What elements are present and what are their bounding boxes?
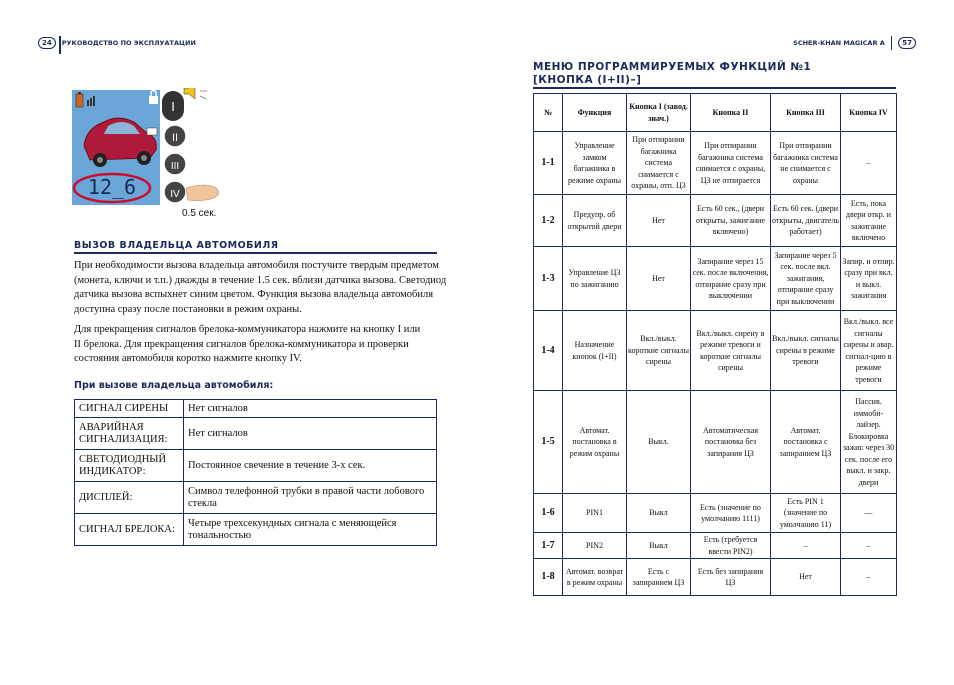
battery-icon (76, 92, 83, 107)
sound-icon (184, 88, 207, 99)
left-header-bar (59, 36, 61, 54)
left-header-title: РУКОВОДСТВО ПО ЭКСПЛУАТАЦИИ (61, 39, 196, 47)
right-header-title: SCHER-KHAN MAGICAR A (793, 39, 885, 47)
table-row: СИГНАЛ СИРЕНЫ Нет сигналов (75, 400, 437, 418)
svg-text:IV: IV (170, 189, 180, 200)
call-subheading: При вызове владельца автомобиля: (74, 380, 274, 391)
intro-paragraph: При необходимости вызова владельца автомобиля постучите твердым предметом (монета, ключи и т.п.) дважды в течение 1.5 сек. вблизи датчика вызова. Светодиод датчика вызова вспыхнет синим цветом. Функция вызова владельца автомобиля доступна сразу после постановки в режим охраны. (74, 260, 447, 315)
table-row: СВЕТОДИОДНЫЙ ИНДИКАТОР: Постоянное свечение в течение 3-х сек. (75, 450, 437, 482)
button-ii (164, 125, 186, 147)
right-header (793, 36, 916, 50)
table-row: АВАРИЙНАЯ СИГНАЛИЗАЦИЯ: Нет сигналов (75, 418, 437, 450)
programmable-functions-table (533, 93, 897, 596)
table-row: 1-1 Управление замком багажника в режиме охраны При отпирании багажника система снимается с охраны, отп. ЦЗ При отпирании багажника система снимается с охраны, ЦЗ не отпирается При отпирании багажника система не снимается с охраны – (534, 132, 897, 195)
table-row: 1-4 Назначение кнопок (I+II) Вкл./выкл. короткие сигналы сирены Вкл./выкл. сирену в режиме тревоги и короткие сигналы сирены Вкл./выкл. сигналы сирены в режиме тревоги Вкл./выкл. все сигналы сирены и авар. сигнал-цию в режиме тревоги (534, 311, 897, 391)
button-i (162, 91, 184, 121)
table-row: СИГНАЛ БРЕЛОКА: Четыре трехсекундных сигнала с меняющейся тональностью (75, 514, 437, 546)
table-row: 1-7 PIN2 Выкл Есть (требуется ввести PIN2) – – (534, 533, 897, 559)
display-value: 12_6 (87, 175, 137, 199)
svg-text:I: I (171, 99, 175, 114)
left-title-rule (74, 252, 437, 254)
svg-text:II: II (171, 132, 179, 144)
table-row: 1-2 Предупр. об открытой двери Нет Есть 60 сек., (двери открыты, зажигание включено) Есть 60 сек. (двери открыты, двигатель работает) Есть, пока двери откр. и зажигание включено (534, 195, 897, 247)
svg-text:III: III (170, 161, 180, 172)
remote-illustration (72, 88, 232, 218)
menu-title-rule (533, 87, 896, 89)
menu-title: МЕНЮ ПРОГРАММИРУЕМЫХ ФУНКЦИЙ №1 (533, 61, 812, 73)
call-signals-table (74, 399, 437, 546)
table-row: 1-3 Управление ЦЗ по зажиганию Нет Запирание через 15 сек. после включения, отпирание сразу при выключении Запирание через 5 сек. после вкл. зажигания, отпирание сразу при выключении Запир. и отпир. сразу при вкл. и выкл. зажигания (534, 247, 897, 311)
hold-duration-label: 0.5 сек. (182, 208, 217, 218)
left-header (38, 36, 196, 50)
left-section-title: ВЫЗОВ ВЛАДЕЛЬЦА АВТОМОБИЛЯ (74, 240, 279, 251)
right-page-number: 57 (898, 37, 916, 49)
stop-signals-paragraph: Для прекращения сигналов брелока-коммуникатора нажмите на кнопку I или II брелока. Для прекращения сигналов брелока-коммуникатора и проверки состояния автомобиля коротко нажмите кнопку IV. (74, 324, 421, 364)
table-row: 1-6 PIN1 Выкл Есть (значение по умолчанию 1111) Есть PIN 1 (значение по умолчанию 11) — (534, 494, 897, 533)
left-page-number: 24 (38, 37, 56, 49)
pressing-finger-icon (186, 185, 219, 201)
table-row: 1-5 Автомат. постановка в режим охраны Выкл. Автоматическая постановка без запирания ЦЗ Автомат. постановка с запиранием ЦЗ Пассив. иммоби-лайзер. Блокировка зажиг. через 30 сек. после его выкл. и закр. двери (534, 391, 897, 494)
phone-icon (147, 128, 157, 135)
table-row: 1-8 Автомат. возврат в режим охраны Есть с запиранием ЦЗ Есть без запирания ЦЗ Нет – (534, 559, 897, 596)
menu-subtitle: [КНОПКА (I+II)–] (533, 74, 642, 86)
table-header-row: № Функция Кнопка I (завод. знач.) Кнопка II Кнопка III Кнопка IV (534, 94, 897, 132)
button-iv (164, 181, 186, 203)
table-row: ДИСПЛЕЙ: Символ телефонной трубки в правой части лобового стекла (75, 482, 437, 514)
button-iii (164, 153, 186, 175)
